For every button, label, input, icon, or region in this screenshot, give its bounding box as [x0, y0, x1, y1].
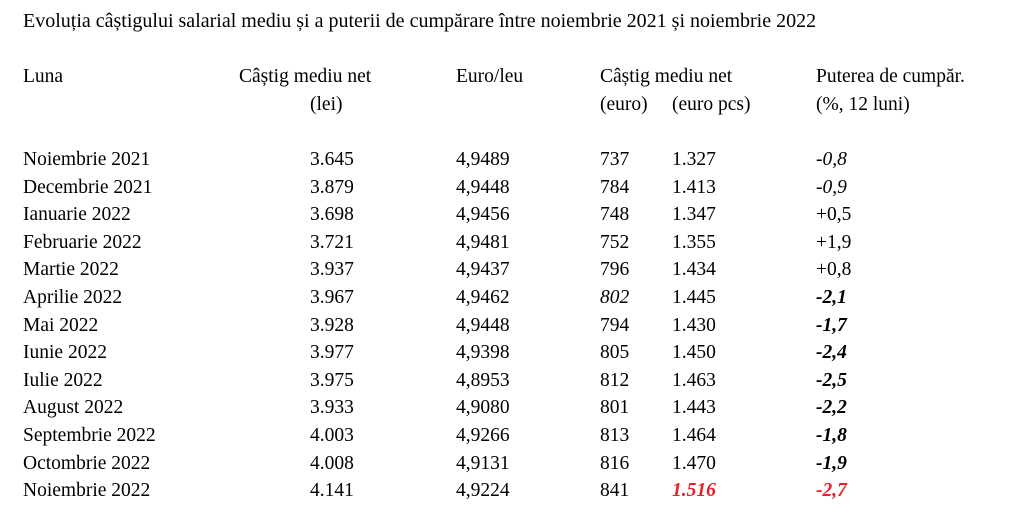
table-row — [0, 422, 1009, 450]
cell-castig-lei: 3.937 — [310, 259, 354, 281]
cell-euro-leu: 4,9456 — [456, 204, 510, 226]
cell-luna: Ianuarie 2022 — [23, 204, 131, 226]
cell-castig-euro-pcs: 1.434 — [672, 259, 716, 281]
cell-castig-lei: 3.928 — [310, 314, 354, 336]
cell-putere-cumparare: +0,8 — [816, 259, 852, 281]
cell-luna: Septembrie 2022 — [23, 424, 156, 446]
header-castig-euro-unit: (euro) — [600, 94, 648, 115]
cell-castig-euro-pcs: 1.463 — [672, 369, 716, 391]
cell-castig-euro: 748 — [600, 204, 630, 226]
cell-luna: Octombrie 2022 — [23, 452, 151, 474]
cell-euro-leu: 4,8953 — [456, 369, 510, 391]
cell-euro-leu: 4,9266 — [456, 424, 510, 446]
table-row — [0, 256, 1009, 284]
cell-luna: Noiembrie 2022 — [23, 480, 151, 502]
cell-castig-euro: 812 — [600, 369, 630, 391]
cell-castig-euro: 801 — [600, 397, 630, 419]
cell-castig-euro: 841 — [600, 480, 630, 502]
cell-castig-euro-pcs: 1.445 — [672, 286, 716, 308]
cell-castig-euro-pcs-highlight: 1.516 — [672, 480, 716, 502]
cell-luna: August 2022 — [23, 397, 124, 419]
cell-euro-leu: 4,9448 — [456, 314, 510, 336]
table-row — [0, 394, 1009, 422]
cell-castig-lei: 3.698 — [310, 204, 354, 226]
cell-castig-euro-pcs: 1.355 — [672, 231, 716, 253]
header-putere-line2: (%, 12 luni) — [816, 94, 910, 115]
cell-putere-cumparare: -2,4 — [816, 342, 847, 364]
cell-luna: Martie 2022 — [23, 259, 119, 281]
cell-luna: Aprilie 2022 — [23, 286, 123, 308]
table-row — [0, 450, 1009, 478]
cell-castig-euro: 816 — [600, 452, 630, 474]
cell-putere-cumparare-highlight: -2,7 — [816, 480, 847, 502]
cell-luna: Mai 2022 — [23, 314, 99, 336]
cell-castig-lei: 4.141 — [310, 480, 354, 502]
cell-castig-euro: 805 — [600, 342, 630, 364]
cell-euro-leu: 4,9437 — [456, 259, 510, 281]
cell-euro-leu: 4,9398 — [456, 342, 510, 364]
table-row — [0, 312, 1009, 340]
cell-euro-leu: 4,9481 — [456, 231, 510, 253]
cell-castig-lei: 4.003 — [310, 424, 354, 446]
cell-castig-lei: 3.645 — [310, 149, 354, 170]
table-title: Evoluția câștigului salarial mediu și a puterii de cumpărare între noiembrie 2021 și noiembrie 2022 — [23, 10, 817, 32]
cell-putere-cumparare: -0,8 — [816, 149, 847, 170]
cell-putere-cumparare: -2,1 — [816, 286, 847, 308]
table-row — [0, 174, 1009, 202]
cell-luna: Noiembrie 2021 — [23, 149, 151, 170]
cell-castig-euro: 752 — [600, 231, 630, 253]
cell-castig-lei: 4.008 — [310, 452, 354, 474]
cell-putere-cumparare: +1,9 — [816, 231, 852, 253]
cell-putere-cumparare: -0,9 — [816, 176, 847, 198]
cell-castig-lei: 3.721 — [310, 231, 354, 253]
cell-castig-euro-pcs: 1.347 — [672, 204, 716, 226]
table-row — [0, 284, 1009, 312]
cell-euro-leu: 4,9080 — [456, 397, 510, 419]
cell-castig-euro: 796 — [600, 259, 630, 281]
cell-putere-cumparare: -1,8 — [816, 424, 847, 446]
cell-euro-leu: 4,9489 — [456, 149, 510, 170]
cell-euro-leu: 4,9131 — [456, 452, 510, 474]
table-row — [0, 201, 1009, 229]
cell-euro-leu: 4,9448 — [456, 176, 510, 198]
cell-luna: Decembrie 2021 — [23, 176, 153, 198]
cell-castig-euro-pcs: 1.450 — [672, 342, 716, 364]
header-euro-leu: Euro/leu — [456, 66, 524, 87]
cell-castig-euro: 802 — [600, 286, 630, 308]
cell-euro-leu: 4,9462 — [456, 286, 510, 308]
cell-castig-euro-pcs: 1.413 — [672, 176, 716, 198]
table-row — [0, 477, 1009, 505]
header-castig-euro-pcs-unit: (euro pcs) — [672, 94, 751, 115]
cell-castig-euro-pcs: 1.470 — [672, 452, 716, 474]
header-castig-euro-line1: Câștig mediu net — [600, 66, 733, 87]
cell-castig-euro-pcs: 1.443 — [672, 397, 716, 419]
header-castig-lei-line1: Câștig mediu net — [239, 66, 372, 87]
cell-luna: Iulie 2022 — [23, 369, 103, 391]
header-castig-lei-line2: (lei) — [310, 94, 343, 115]
header-putere-line1: Puterea de cumpăr. — [816, 66, 965, 87]
cell-castig-lei: 3.933 — [310, 397, 354, 419]
cell-luna: Iunie 2022 — [23, 342, 107, 364]
cell-castig-euro: 813 — [600, 424, 630, 446]
table-row — [0, 146, 1009, 174]
cell-putere-cumparare: -2,5 — [816, 369, 847, 391]
table-row — [0, 339, 1009, 367]
cell-putere-cumparare: -1,7 — [816, 314, 847, 336]
table-row — [0, 367, 1009, 395]
data-table-body — [0, 146, 1009, 505]
cell-castig-lei: 3.977 — [310, 342, 354, 364]
cell-putere-cumparare: -2,2 — [816, 397, 847, 419]
cell-castig-lei: 3.879 — [310, 176, 354, 198]
cell-castig-lei: 3.975 — [310, 369, 354, 391]
cell-castig-euro-pcs: 1.327 — [672, 149, 716, 170]
cell-putere-cumparare: +0,5 — [816, 204, 852, 226]
cell-euro-leu: 4,9224 — [456, 480, 510, 502]
cell-castig-lei: 3.967 — [310, 286, 354, 308]
cell-castig-euro: 794 — [600, 314, 630, 336]
cell-putere-cumparare: -1,9 — [816, 452, 847, 474]
cell-castig-euro: 737 — [600, 149, 630, 170]
cell-castig-euro: 784 — [600, 176, 630, 198]
cell-castig-euro-pcs: 1.430 — [672, 314, 716, 336]
cell-luna: Februarie 2022 — [23, 231, 142, 253]
table-row — [0, 229, 1009, 257]
header-luna: Luna — [23, 66, 64, 87]
cell-castig-euro-pcs: 1.464 — [672, 424, 716, 446]
